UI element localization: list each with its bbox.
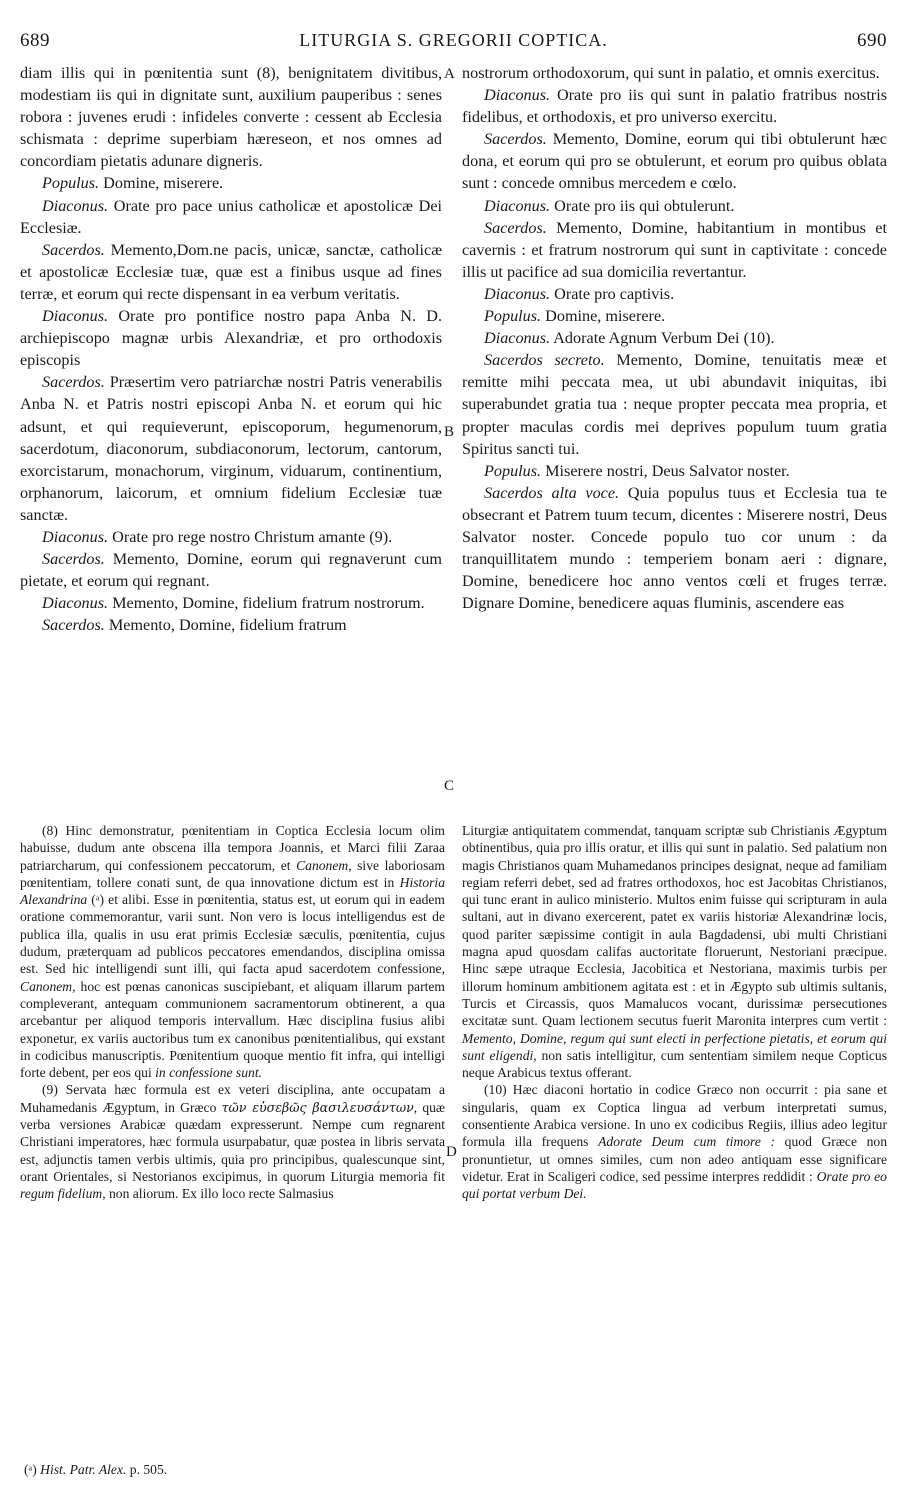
paragraph-text: Quia populus tuus et Ecclesia tua te obsecrant et Patrem tuum tecum, dicentes : Miserere nostri, Deus Salvator noster. Concede populo tuo cor unum : da tranquillitatem mundo : temperiem bonam aeri : dignare, Domine, benedicere hoc anno ventos cœli et fruges terræ. Dignare Domine, benedicere aquas fluminis, ascendere eas <box>462 483 888 613</box>
footnote-page: p. 505. <box>126 1462 168 1477</box>
greek-phrase: τῶν εὐσεβῶς βασιλευσάντων <box>221 1099 414 1115</box>
note-emphasis: Canonem <box>296 857 349 873</box>
footnote-reference: Hist. Patr. Alex. <box>40 1462 127 1477</box>
margin-letter-a: A <box>444 66 455 82</box>
paragraph-text: Memento, Domine, tenuitatis meæ et remitte mihi peccata mea, ut ubi abundavit iniquitas, ibi superabundet gratia tua : neque propter peccata mea propria, et propter maculas cordis mei deprives populum tuum gratia Spiritus sancti tui. <box>462 351 887 458</box>
text-paragraph <box>462 195 887 217</box>
footnote-mark: (ᵃ) <box>24 1462 41 1477</box>
paragraph-text: Memento, Domine, habitantium in montibus et cavernis : et fratrum nostrorum qui sunt in captivitate : concede illis ut pacifice ad sua domicilia revertantur. <box>462 218 887 281</box>
paragraph-text: Orate pro rege nostro Christum amante (9). <box>108 527 393 546</box>
text-paragraph <box>462 305 887 327</box>
note-text: , hoc est pœnas canonicas suscipiebant, et aliquam illarum partem compleverant, antequam communionem sacramentorum obtinerent, a qua arcebantur per aliquod temporis intervallum. Hæc disciplina fusius alibi exponetur, ex variis auctoribus tum ex canonibus pœnitentialibus, qui exstant in codicibus manuscriptis. Pœnitentium quoque mentio fit infra, qui intelligi forte debent, per eos qui <box>20 978 445 1081</box>
speaker-label: Sacerdos. <box>42 240 105 259</box>
text-paragraph <box>20 305 442 371</box>
speaker-label: Populus. <box>484 461 542 480</box>
speaker-label: Sacerdos. <box>484 218 547 237</box>
note-text: , non satis intelligitur, cum sententiam similem neque Copticus neque Arabicus textus offerant. <box>462 1047 887 1081</box>
speaker-label: Sacerdos secreto. <box>484 351 605 370</box>
text-paragraph: diam illis qui in pœnitentia sunt (8), benignitatem divitibus, modestiam iis qui in dignitate sunt, auxilium pauperibus : senes robora : juvenes erudi : infideles converte : cessent ab Ecclesia schismata : deprime superbiam hæreseon, et nos omnes ad concordiam pietatis adunare digneris. <box>20 64 442 171</box>
paragraph-text: Memento,Dom.ne pacis, unicæ, sanctæ, catholicæ et apostolicæ Ecclesiæ tuæ, quæ est a finibus usque ad fines terræ, et eorum qui recte dispensant in ea verbum veritatis. <box>20 240 442 303</box>
note-9-continued <box>462 822 887 1081</box>
notes-left-column <box>20 822 445 1203</box>
note-text: Liturgiæ antiquitatem commendat, tanquam scriptæ sub Christianis Ægyptum obtinentibus, quia pro illis oratur, et illis qui sunt in palatio. Sed palatium non magis Christianos quam Muhamedanos principes designat, neque ad familiam regiam referri debet, sed ad fratres orthodoxos, hoc est Jacobitas Christianos, qui tunc erant in aulico ministerio. Multos enim fuisse qui scripturam in aula sultani, aut in divano exercerent, patet ex variis historiæ Alexandrinæ locis, quod pariter sæpissime contigit in aula Bagdadensi, ubi multi Christiani magna apud quosdam califas auctoritate floruerunt, Nestoriani præcipue. Hinc sæpe utraque Ecclesia, Jacobitica et Nestoriana, maximis turbis per illorum hominum ambitionem agitata est : et in Ægypto sub ultimis sultanis, Turcis et Circassis, quos Mamalucos vocant, durissimæ persecutiones excitatæ sunt. Quam lectionem secutus fuerit Maronita interpres cum vertit : <box>462 823 887 1029</box>
text-paragraph <box>462 349 887 459</box>
text-paragraph <box>20 371 442 526</box>
speaker-label: Diaconus. <box>42 196 109 215</box>
text-paragraph: nostrorum orthodoxorum, qui sunt in palatio, et omnis exercitus. <box>462 64 880 82</box>
note-emphasis: Memento, Domine, regum qui sunt electi in perfectione pietatis, et eorum qui sunt eligendi <box>462 1030 887 1063</box>
paragraph-text: Præsertim vero patriarchæ nostri Patris venerabilis Anba N. et Patris nostri episcopi Anba N. et eorum qui hic adsunt, et qui requieverunt, episcoporum, hegumenorum, sacerdotum, diaconorum, subdiaconorum, lectorum, cantorum, exorcistarum, monachorum, virginum, viduarum, continentium, orphanorum, laicorum, et omnium fidelium Ecclesiæ tuæ sanctæ. <box>20 373 442 524</box>
speaker-label: Diaconus. <box>42 307 109 326</box>
paragraph-text: Orate pro iis qui sunt in palatio fratribus nostris fidelibus, et orthodoxis, et pro universo exercitu. <box>462 86 887 127</box>
text-paragraph <box>462 217 887 283</box>
note-emphasis: regum fidelium <box>20 1186 103 1202</box>
note-emphasis: Adorate Deum cum timore : <box>598 1134 776 1150</box>
text-paragraph <box>20 526 442 548</box>
text-paragraph <box>462 482 887 615</box>
note-emphasis: Orate pro eo qui portat verbum Dei. <box>462 1168 887 1202</box>
text-paragraph <box>20 172 442 194</box>
main-text-right-column <box>462 62 887 614</box>
paragraph-text: Memento, Domine, eorum qui regnaverunt cum pietate, et eorum qui regnant. <box>20 550 442 591</box>
paragraph-text: Orate pro iis qui obtulerunt. <box>550 196 735 215</box>
paragraph-text: Memento, Domine, eorum qui tibi obtulerunt hæc dona, et eorum qui pro se obtulerunt, et eorum pro quibus oblata sunt : concede omnibus mercedem e cœlo. <box>462 130 887 193</box>
text-paragraph <box>20 239 442 305</box>
note-9 <box>20 1081 445 1202</box>
speaker-label: Diaconus. <box>42 527 109 546</box>
note-text: (ᵃ) et alibi. Esse in pœnitentia, status est, ut eorum qui in eadem oratione commemorantur, varii sunt. Non vero is locus intelligendus est de publica illa, qualis in usu erat primis Ecclesiæ sæculis, pœnitentia, cujus dudum, præterquam ad publicos peccatores emendandos, disciplina omissa est. Sed hic intelligendi sunt illi, qui facta apud sacerdotem confessione, <box>20 892 445 977</box>
speaker-label: Sacerdos. <box>42 550 105 569</box>
speaker-label: Diaconus. <box>484 284 551 303</box>
note-text: (8) Hinc demonstratur, pœnitentiam in Coptica Ecclesia locum olim habuisse, dudum ante obscena illa tempora Joannis, et Marci filii Zaraa patriarcharum, qui confessionem peccatorum, et <box>20 823 445 873</box>
note-text: , sive laboriosam pœnitentiam, tollere conati sunt, de qua innovatione dictum est in <box>20 857 445 890</box>
paragraph-text: Domine, miserere. <box>99 174 224 193</box>
paragraph-text: Adorate Agnum Verbum Dei (10). <box>550 329 775 348</box>
margin-letter-c: C <box>444 778 455 794</box>
text-paragraph <box>20 548 442 592</box>
paragraph-text: Orate pro captivis. <box>550 284 675 303</box>
speaker-label: Diaconus. <box>42 594 109 613</box>
page-number-left: 689 <box>20 30 50 51</box>
note-text: (10) Hæc diaconi hortatio in codice Græco non occurrit : pia sane et singularis, quam ex Coptica lingua ad verbum interpretati sumus, consentiente Arabica versione. In uno ex codicibus Regiis, illius adeo legitur formula illa frequens <box>462 1082 887 1150</box>
text-paragraph <box>462 327 887 349</box>
note-emphasis: Canonem <box>20 978 73 994</box>
speaker-label: Diaconus. <box>484 329 551 348</box>
paragraph-text: Orate pro pace unius catholicæ et apostolicæ Dei Ecclesiæ. <box>20 196 442 237</box>
speaker-label: Sacerdos. <box>484 130 547 149</box>
speaker-label: Populus. <box>42 174 100 193</box>
margin-letter-b: B <box>444 424 455 440</box>
speaker-label: Sacerdos alta voce. <box>484 483 620 502</box>
text-paragraph <box>462 128 887 194</box>
margin-letter-d: D <box>446 1144 457 1160</box>
paragraph-text: Memento, Domine, fidelium fratrum nostrorum. <box>108 594 425 613</box>
note-text: (9) Servata hæc formula est ex veteri disciplina, ante occupatam a Muhamedanis Ægyptum, in Græco <box>20 1082 445 1115</box>
paragraph-text: Domine, miserere. <box>541 307 666 326</box>
paragraph-text: Memento, Domine, fidelium fratrum <box>104 616 347 635</box>
note-text: , non aliorum. Ex illo loco recte Salmasius <box>102 1186 334 1202</box>
main-text-left-column <box>20 62 442 636</box>
note-10 <box>462 1081 887 1202</box>
speaker-label: Sacerdos. <box>42 616 105 635</box>
text-paragraph <box>20 592 442 614</box>
footnote <box>24 1462 167 1478</box>
note-text: quod Græce non pronuntietur, ut omnes similes, cum non adeo antiquam esse significare videtur. Erat in Scaligeri codice, sed pessime interpres reddidit : <box>462 1134 887 1184</box>
note-emphasis: Historia Alexandrina <box>20 874 445 908</box>
paragraph-text: Orate pro pontifice nostro papa Anba N. D. archiepiscopo magnæ urbis Alexandriæ, et pro orthodoxis episcopis <box>20 307 442 370</box>
note-8 <box>20 822 445 1081</box>
text-paragraph <box>462 84 887 128</box>
notes-right-column <box>462 822 887 1203</box>
text-paragraph <box>20 195 442 239</box>
speaker-label: Diaconus. <box>484 196 551 215</box>
speaker-label: Populus. <box>484 307 542 326</box>
text-paragraph <box>20 614 442 636</box>
speaker-label: Sacerdos. <box>42 373 105 392</box>
paragraph-text: Miserere nostri, Deus Salvator noster. <box>541 461 790 480</box>
note-text: , quæ verba versiones Arabicæ quædam expresserunt. Nempe cum regnarent Christiani imperatores, hæc formula usurpabatur, quæ postea in libris servata est, adjunctis tamen verbis ultimis, quia pro principibus, qualescunque sint, orant Orientales, si Nestorianos excipimus, in quorum Liturgia memoria fit <box>20 1099 445 1184</box>
speaker-label: Diaconus. <box>484 86 551 105</box>
page-number-right: 690 <box>856 30 887 51</box>
text-paragraph <box>462 283 887 305</box>
note-emphasis: in confessione sunt. <box>155 1065 262 1081</box>
running-title: LITURGIA S. GREGORII COPTICA. <box>299 30 608 50</box>
text-paragraph <box>462 460 887 482</box>
running-header <box>20 30 887 56</box>
